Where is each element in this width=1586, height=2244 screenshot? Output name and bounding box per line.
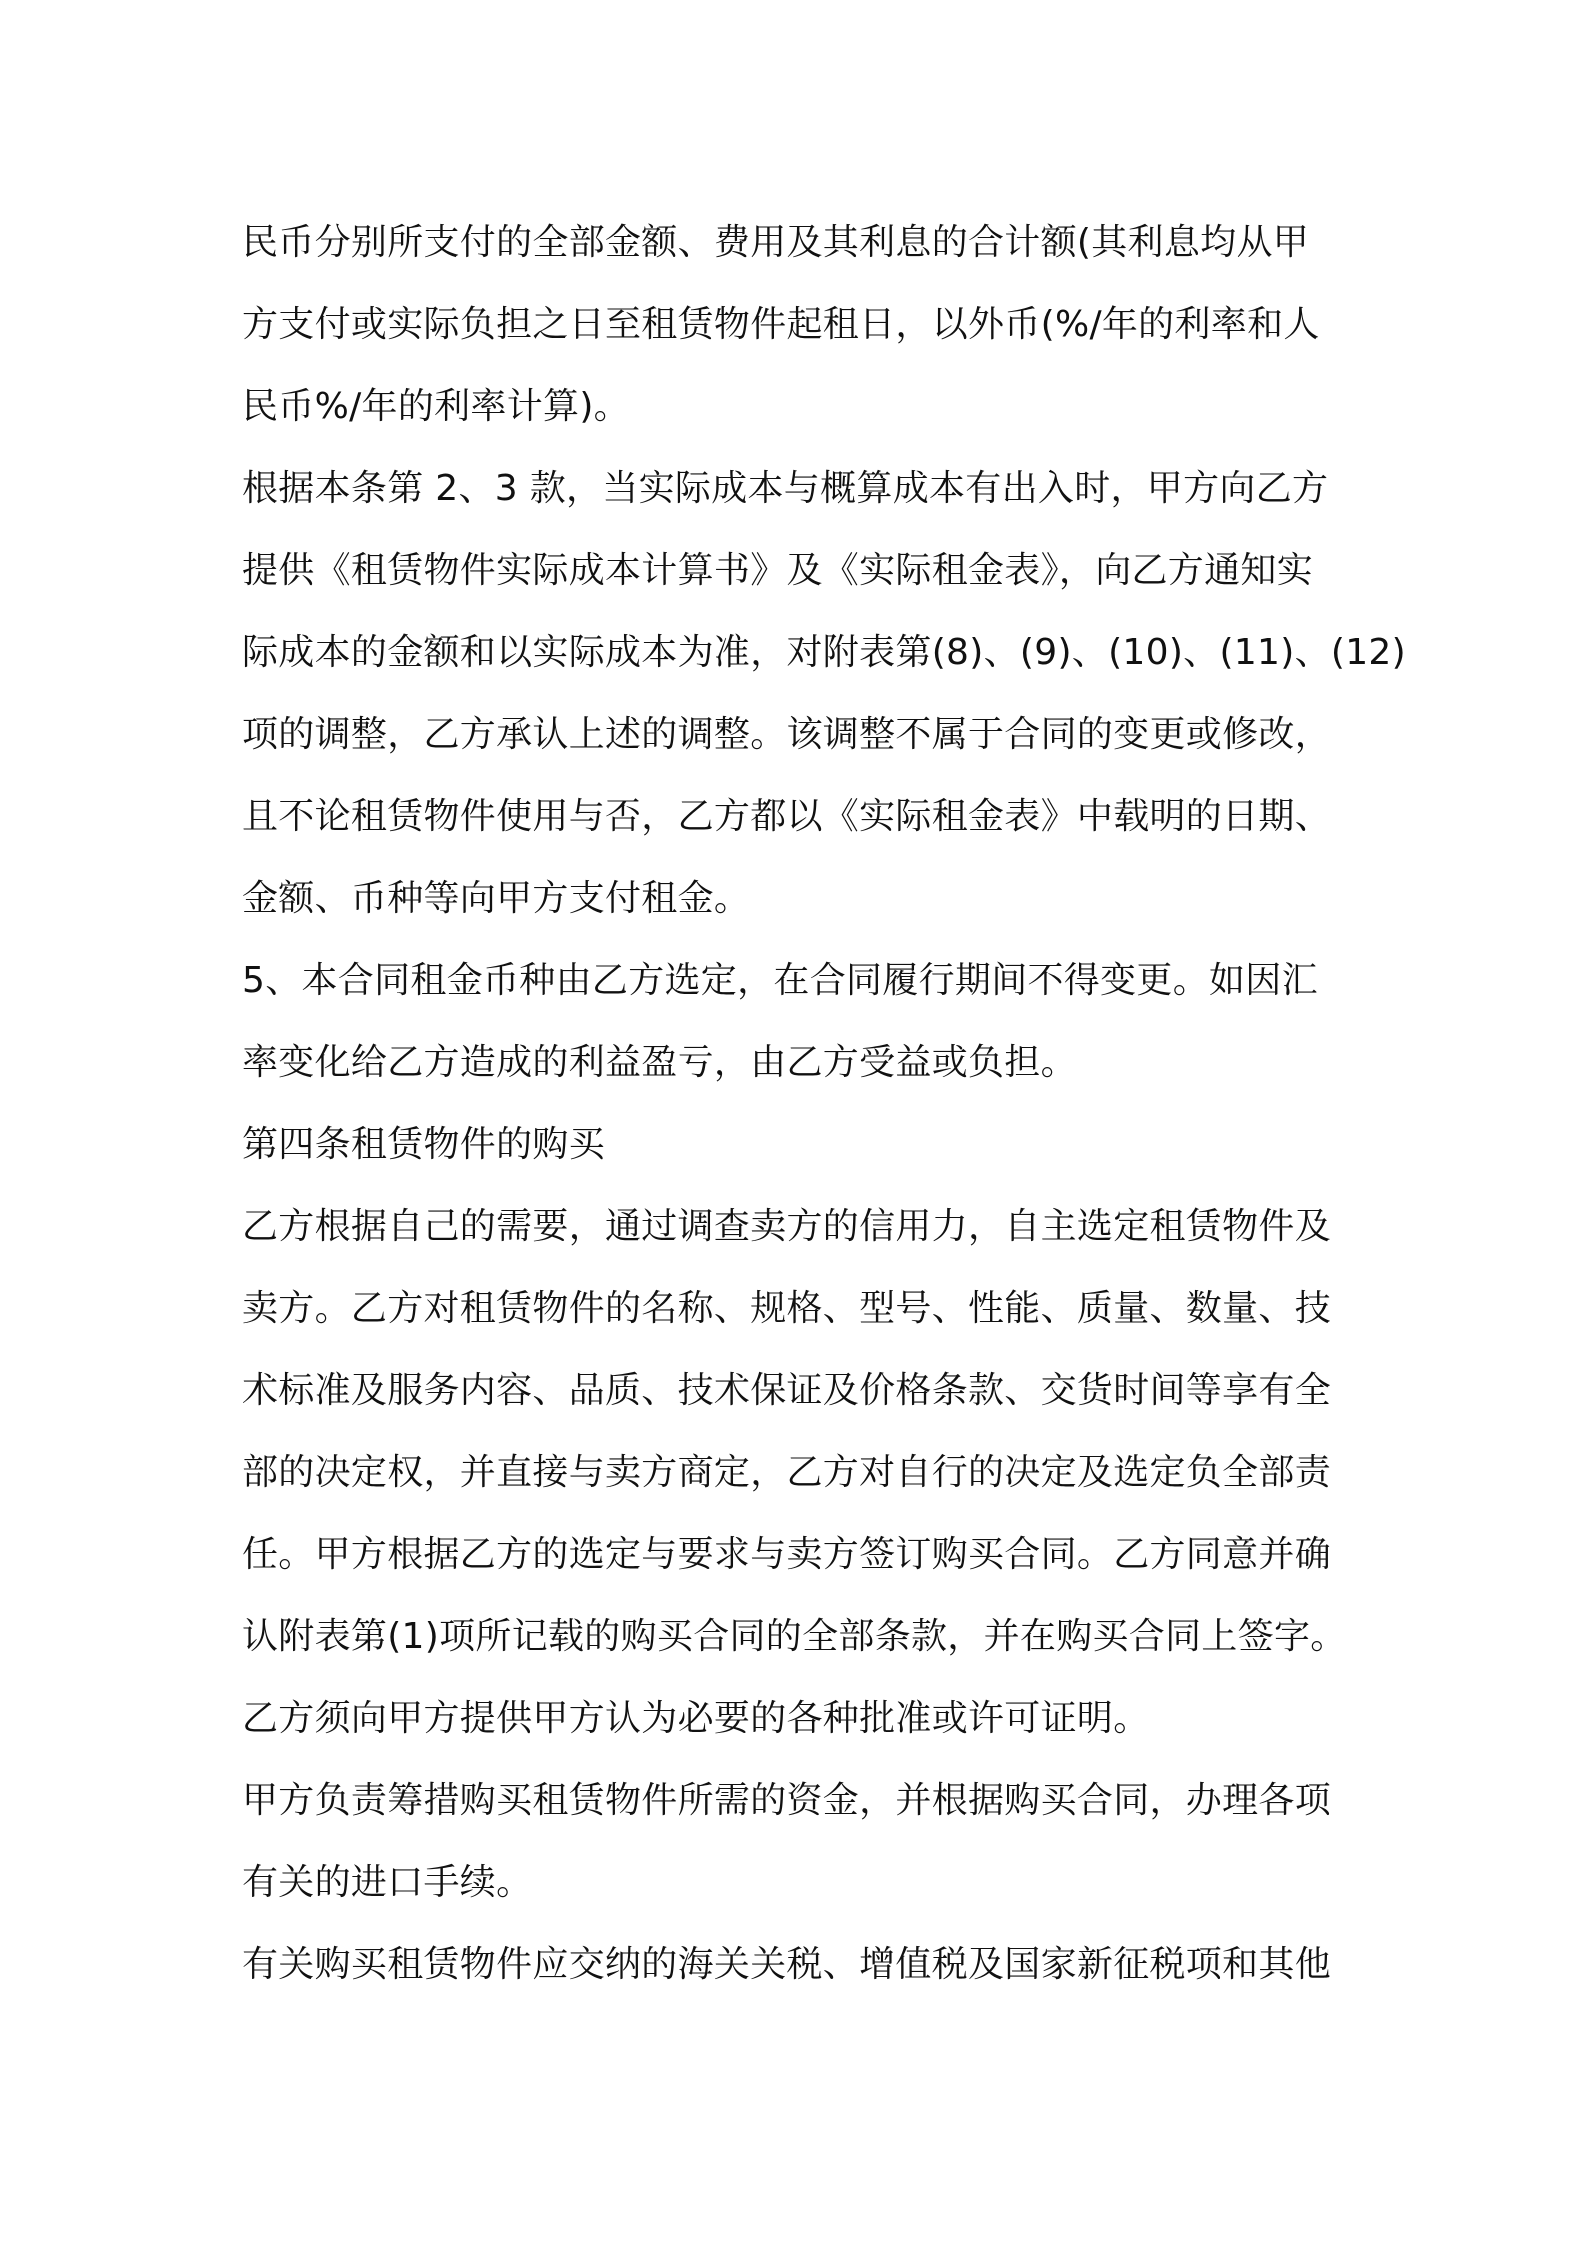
text-line: 认附表第(1)项所记载的购买合同的全部条款，并在购买合同上签字。	[242, 1616, 1347, 1657]
text-line: 根据本条第 2、3 款，当实际成本与概算成本有出入时，甲方向乙方	[242, 468, 1329, 509]
text-line: 有关的进口手续。	[242, 1862, 533, 1903]
text-line: 术标准及服务内容、品质、技术保证及价格条款、交货时间等享有全	[242, 1370, 1332, 1411]
text-line: 有关购买租赁物件应交纳的海关关税、增值税及国家新征税项和其他	[242, 1944, 1332, 1985]
text-line: 金额、币种等向甲方支付租金。	[242, 878, 751, 919]
text-line: 乙方须向甲方提供甲方认为必要的各种批准或许可证明。	[242, 1698, 1150, 1739]
text-line: 际成本的金额和以实际成本为准，对附表第(8)、(9)、(10)、(11)、(12)	[242, 632, 1406, 673]
text-line: 卖方。乙方对租赁物件的名称、规格、型号、性能、质量、数量、技	[242, 1288, 1332, 1329]
section-heading: 第四条租赁物件的购买	[242, 1124, 606, 1165]
document-body	[242, 202, 1406, 2006]
text-line: 民币分别所支付的全部金额、费用及其利息的合计额(其利息均从甲	[242, 222, 1310, 263]
text-line: 且不论租赁物件使用与否，乙方都以《实际租金表》中载明的日期、	[242, 796, 1332, 837]
text-line: 任。甲方根据乙方的选定与要求与卖方签订购买合同。乙方同意并确	[242, 1534, 1332, 1575]
text-line: 提供《租赁物件实际成本计算书》及《实际租金表》，向乙方通知实	[242, 550, 1314, 591]
text-line: 方支付或实际负担之日至租赁物件起租日，以外币(%/年的利率和人	[242, 304, 1320, 345]
text-line: 5、本合同租金币种由乙方选定，在合同履行期间不得变更。如因汇	[242, 960, 1318, 1001]
text-line: 率变化给乙方造成的利益盈亏，由乙方受益或负担。	[242, 1042, 1077, 1083]
text-line: 民币%/年的利率计算)。	[242, 386, 630, 427]
text-line: 乙方根据自己的需要，通过调查卖方的信用力，自主选定租赁物件及	[242, 1206, 1332, 1247]
text-line: 甲方负责筹措购买租赁物件所需的资金，并根据购买合同，办理各项	[242, 1780, 1332, 1821]
text-line: 部的决定权，并直接与卖方商定，乙方对自行的决定及选定负全部责	[242, 1452, 1332, 1493]
text-line: 项的调整，乙方承认上述的调整。该调整不属于合同的变更或修改，	[242, 714, 1332, 755]
